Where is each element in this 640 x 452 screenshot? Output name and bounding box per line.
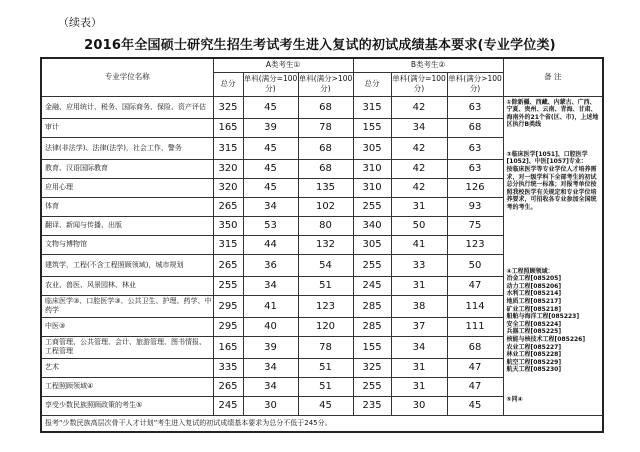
b-score-cell: 93	[447, 197, 503, 216]
page-title: 2016年全国硕士研究生招生考试考生进入复试的初试成绩基本要求(专业学位类)	[84, 38, 556, 53]
a-score-cell: 45	[243, 159, 298, 178]
a-score-cell: 68	[298, 159, 353, 178]
subject-name: 中医③	[41, 317, 213, 336]
a-score-cell: 45	[298, 396, 353, 415]
b-score-cell: 42	[391, 137, 447, 159]
a-score-cell: 315	[213, 137, 243, 159]
b-score-cell: 42	[391, 159, 447, 178]
b-score-cell: 340	[353, 216, 391, 235]
b-score-cell: 31	[391, 276, 447, 295]
subject-name: 翻译、新闻与传播、出版	[41, 216, 213, 235]
b-score-cell: 42	[391, 178, 447, 197]
b-score-cell: 47	[447, 377, 503, 396]
b-score-cell: 34	[391, 336, 447, 358]
b-score-cell: 33	[391, 254, 447, 276]
a-score-cell: 51	[298, 358, 353, 377]
note-2: ③临床医学[1051]、口腔医学[1052]、中医[1057]专业： 按临床医学等专业学位人才培养需求，对一级学科下全部考生的初试总分执行统一标准；对报考单位按照我校医学有关规定和专业学位培养要求，可招收各专业参加全国统考的考生。	[506, 150, 597, 212]
note-4: ⑤同④	[506, 395, 523, 403]
a-score-cell: 315	[213, 235, 243, 254]
b-score-cell: 285	[353, 295, 391, 317]
a-score-cell: 39	[243, 336, 298, 358]
b-score-cell: 285	[353, 317, 391, 336]
b-score-cell: 114	[447, 295, 503, 317]
subject-name: 法律(非法学)、法律(法学)，社会工作、警务	[41, 137, 213, 159]
a-total-header: 总分	[213, 72, 243, 96]
a-score-cell: 265	[213, 197, 243, 216]
a-score-cell: 78	[298, 118, 353, 137]
a-score-cell: 34	[243, 276, 298, 295]
b-score-cell: 63	[447, 159, 503, 178]
subject-name: 享受少数民族照顾政策的考生⑤	[41, 396, 213, 415]
b-score-cell: 68	[447, 118, 503, 137]
b-score-cell: 123	[447, 235, 503, 254]
score-table	[40, 57, 604, 433]
a-score-cell: 78	[298, 336, 353, 358]
note-3: ④工程照顾领域： 冶金工程[085205] 动力工程[085206] 水利工程[085214] 地质工程[085217] 矿业工程[085218] 船舶与海洋工程[085223] 安全工程[085224] 兵器工程[085225] 核能与核技术工程[085226] 农业工程[085227] 林业工程[085228] 航空工程[085229] 航天工程[085230]	[506, 267, 586, 374]
b-score-cell: 50	[391, 216, 447, 235]
subject-column-header: 专业学位名称	[41, 58, 213, 96]
b-score-cell: 305	[353, 235, 391, 254]
subject-name: 工程照顾领域④	[41, 377, 213, 396]
b-score-cell: 75	[447, 216, 503, 235]
a-score-cell: 34	[243, 358, 298, 377]
a-score-cell: 51	[298, 377, 353, 396]
subject-name: 文物与博物馆	[41, 235, 213, 254]
a-score-cell: 295	[213, 317, 243, 336]
a-score-cell: 68	[298, 137, 353, 159]
b-score-cell: 31	[391, 358, 447, 377]
a-score-cell: 120	[298, 317, 353, 336]
a-score-cell: 165	[213, 336, 243, 358]
subject-name: 艺术	[41, 358, 213, 377]
a-score-cell: 320	[213, 159, 243, 178]
subject-name: 工商管理、公共管理、会计、旅游管理、图书情报、工程管理	[41, 336, 213, 358]
a-score-cell: 265	[213, 254, 243, 276]
group-a-header: A类考生①	[213, 58, 353, 72]
b-score-cell: 50	[447, 254, 503, 276]
subject-name: 临床医学③、口腔医学③、公共卫生、护理、药学、中药学	[41, 295, 213, 317]
subject-name: 教育、汉语国际教育	[41, 159, 213, 178]
b-score-cell: 325	[353, 358, 391, 377]
b-score-cell: 37	[391, 317, 447, 336]
notes-cell	[503, 96, 603, 415]
notes-header: 备 注	[503, 58, 603, 96]
a-score-cell: 132	[298, 235, 353, 254]
a-score-cell: 265	[213, 377, 243, 396]
b-score-cell: 255	[353, 197, 391, 216]
subject-name: 审计	[41, 118, 213, 137]
b-score-cell: 155	[353, 118, 391, 137]
b-score-cell: 255	[353, 377, 391, 396]
b-score-cell: 45	[447, 396, 503, 415]
a-score-cell: 255	[213, 276, 243, 295]
b-score-cell: 63	[447, 137, 503, 159]
a-score-cell: 45	[243, 178, 298, 197]
a-score-cell: 102	[298, 197, 353, 216]
a-score-cell: 44	[243, 235, 298, 254]
b-total-header: 总分	[353, 72, 391, 96]
a-score-cell: 36	[243, 254, 298, 276]
b-score-cell: 310	[353, 178, 391, 197]
b-score-cell: 47	[447, 358, 503, 377]
b-score-cell: 111	[447, 317, 503, 336]
a-score-cell: 40	[243, 317, 298, 336]
b-score-cell: 310	[353, 159, 391, 178]
b-score-cell: 31	[391, 377, 447, 396]
group-b-header: B类考生②	[353, 58, 503, 72]
a-score-cell: 39	[243, 118, 298, 137]
a-score-cell: 245	[213, 396, 243, 415]
b-score-cell: 255	[353, 254, 391, 276]
continued-label: （续表）	[58, 16, 102, 29]
a-score-cell: 53	[243, 216, 298, 235]
a-score-cell: 51	[298, 276, 353, 295]
b-score-cell: 245	[353, 276, 391, 295]
a-single-over100-header: 单科(满分>100分)	[298, 72, 353, 96]
a-score-cell: 54	[298, 254, 353, 276]
a-score-cell: 30	[243, 396, 298, 415]
a-score-cell: 295	[213, 295, 243, 317]
b-single100-header: 单科(满分=100分)	[391, 72, 447, 96]
a-score-cell: 135	[298, 178, 353, 197]
table-row	[41, 96, 603, 118]
footer-note: 报考“少数民族高层次骨干人才计划”考生进入复试的初试成绩基本要求为总分不低于245分。	[41, 415, 603, 432]
b-score-cell: 68	[447, 336, 503, 358]
subject-name: 建筑学，工程(不含工程照顾领域)，城市规划	[41, 254, 213, 276]
b-score-cell: 47	[447, 276, 503, 295]
b-score-cell: 41	[391, 235, 447, 254]
b-score-cell: 63	[447, 96, 503, 118]
a-score-cell: 80	[298, 216, 353, 235]
a-score-cell: 68	[298, 96, 353, 118]
a-score-cell: 34	[243, 197, 298, 216]
a-score-cell: 165	[213, 118, 243, 137]
a-score-cell: 123	[298, 295, 353, 317]
a-score-cell: 41	[243, 295, 298, 317]
subject-name: 金融、应用统计、税务、国际商务、保险、资产评估	[41, 96, 213, 118]
a-score-cell: 320	[213, 178, 243, 197]
b-score-cell: 126	[447, 178, 503, 197]
b-score-cell: 155	[353, 336, 391, 358]
a-single100-header: 单科(满分=100分)	[243, 72, 298, 96]
b-score-cell: 235	[353, 396, 391, 415]
note-1: ①除新疆、西藏、内蒙古、广西、宁夏、贵州、云南、青海、甘肃、海南外的21个省(区、市)，上述地区执行B类线	[506, 98, 599, 129]
a-score-cell: 45	[243, 137, 298, 159]
a-score-cell: 45	[243, 96, 298, 118]
a-score-cell: 335	[213, 358, 243, 377]
b-score-cell: 38	[391, 295, 447, 317]
subject-name: 农业、兽医、风景园林、林业	[41, 276, 213, 295]
a-score-cell: 34	[243, 377, 298, 396]
subject-name: 应用心理	[41, 178, 213, 197]
b-score-cell: 305	[353, 137, 391, 159]
b-score-cell: 315	[353, 96, 391, 118]
subject-name: 体育	[41, 197, 213, 216]
a-score-cell: 325	[213, 96, 243, 118]
b-score-cell: 34	[391, 118, 447, 137]
b-score-cell: 31	[391, 197, 447, 216]
a-score-cell: 350	[213, 216, 243, 235]
b-single-over100-header: 单科(满分>100分)	[447, 72, 503, 96]
b-score-cell: 42	[391, 96, 447, 118]
b-score-cell: 30	[391, 396, 447, 415]
